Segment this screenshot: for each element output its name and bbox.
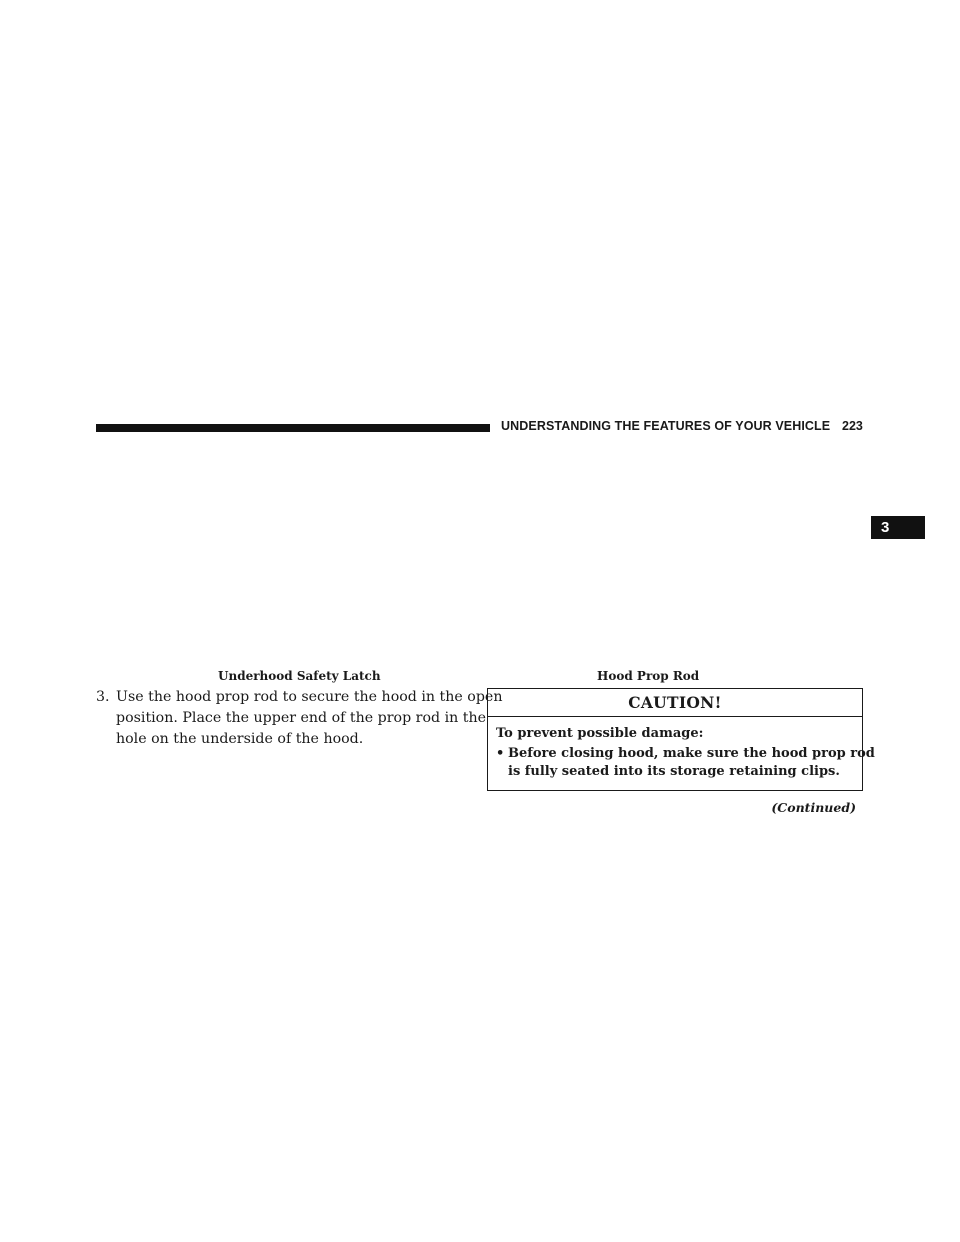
header-rule — [96, 424, 490, 432]
step-text-line-1: Use the hood prop rod to secure the hood in the open — [116, 689, 503, 705]
figure-caption-hood-prop-rod: Hood Prop Rod — [597, 669, 700, 683]
continued-note: (Continued) — [771, 800, 856, 815]
caution-bullet-item — [496, 745, 875, 781]
caution-bullet-line-2: is fully seated into its storage retaining clips. — [508, 764, 840, 779]
instruction-step — [96, 687, 503, 750]
caution-bullet-line-1: Before closing hood, make sure the hood prop rod — [508, 746, 875, 761]
caution-body — [488, 717, 875, 781]
step-text-line-2: position. Place the upper end of the prop rod in the — [116, 710, 487, 726]
section-title: UNDERSTANDING THE FEATURES OF YOUR VEHICLE — [501, 419, 831, 433]
step-text-line-3: hole on the underside of the hood. — [116, 731, 364, 747]
bullet-icon: • — [496, 746, 505, 761]
caution-title: CAUTION! — [488, 689, 862, 717]
figure-caption-underhood-safety-latch: Underhood Safety Latch — [218, 669, 381, 683]
caution-intro: To prevent possible damage: — [496, 726, 704, 741]
step-number: 3. — [96, 689, 110, 705]
caution-box — [487, 688, 875, 791]
page-number: 223 — [842, 419, 863, 433]
chapter-tab: 3 — [871, 516, 925, 539]
